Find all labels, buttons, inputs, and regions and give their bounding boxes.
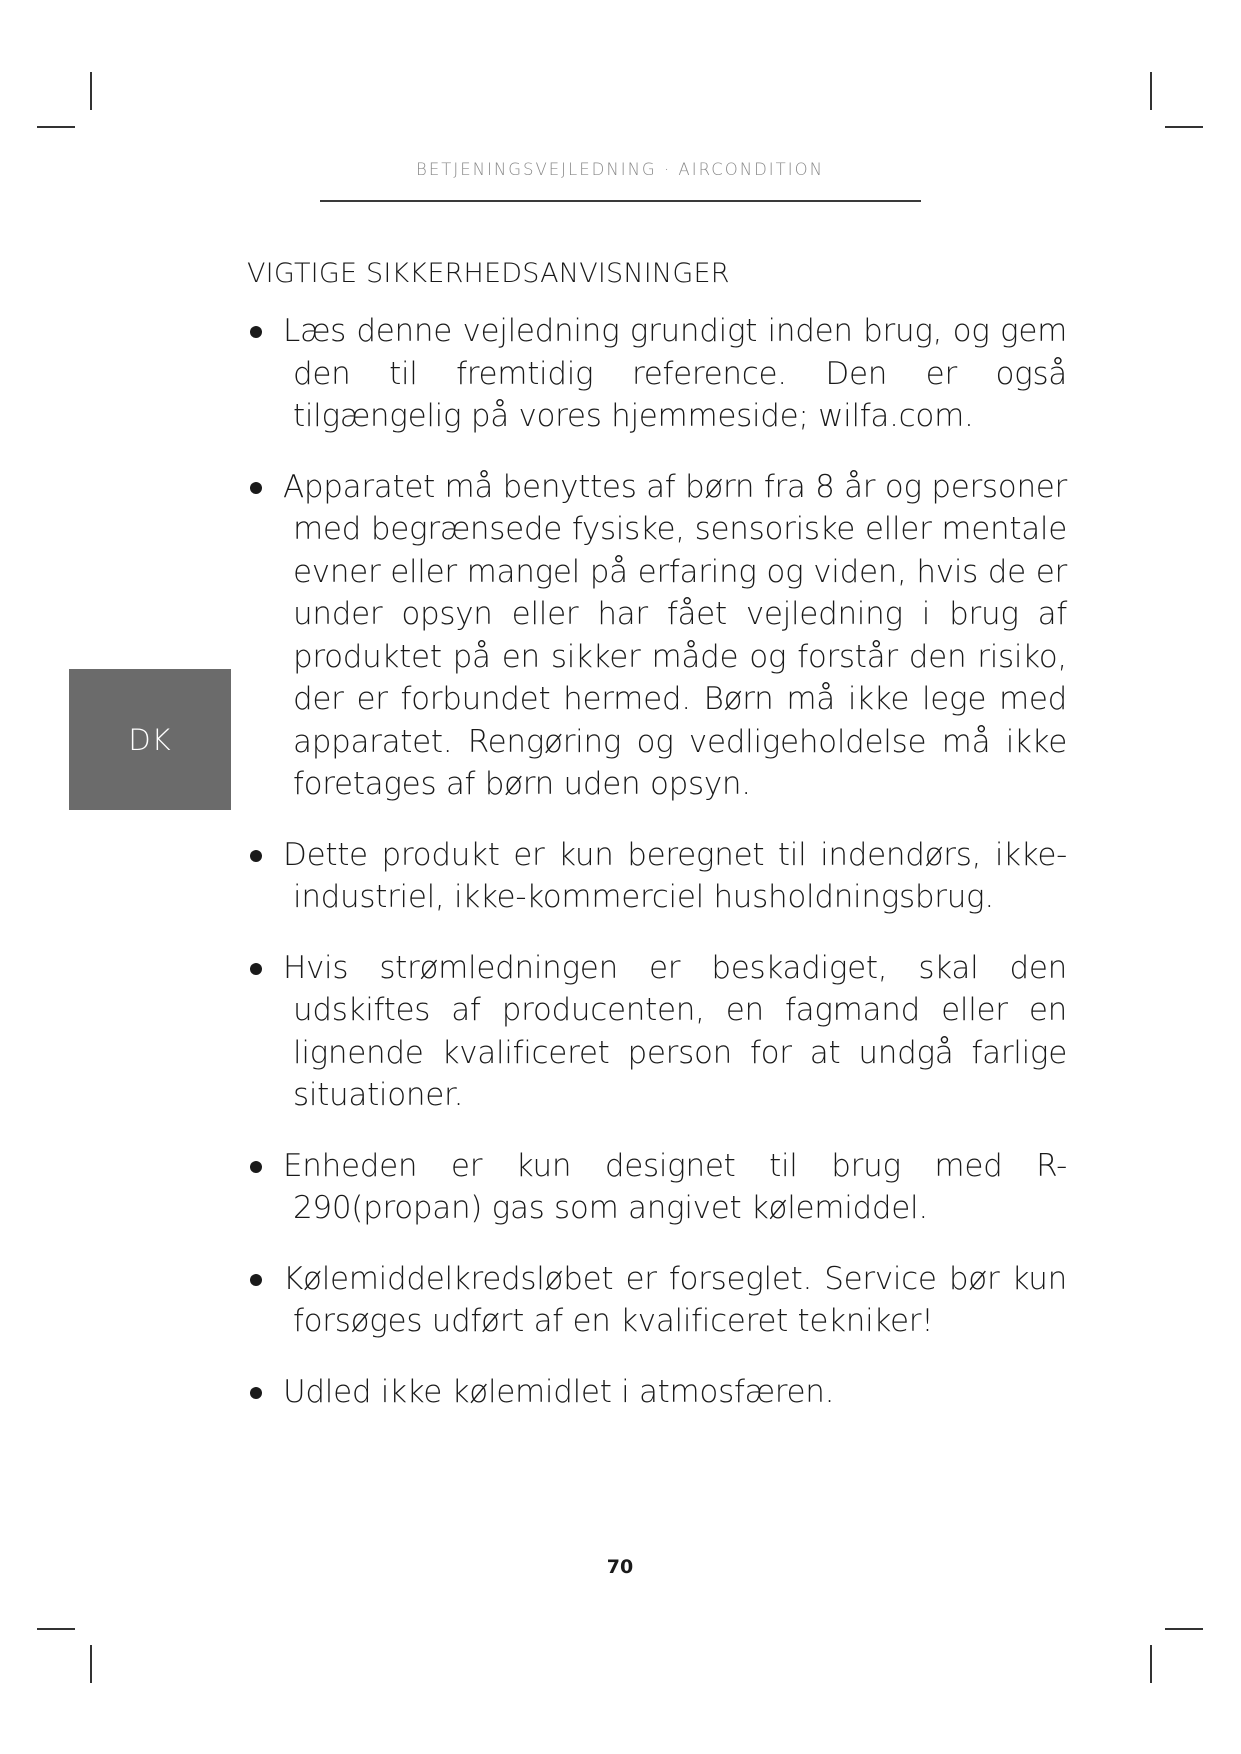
running-header: BETJENINGSVEJLEDNING · AIRCONDITION — [416, 160, 824, 179]
safety-instructions-list — [247, 310, 1067, 1413]
list-item-text: Apparatet må benyttes af børn fra 8 år og personer med begrænsede fysiske, sensoriske eller mentale evner eller mangel på erfaring og viden, hvis de er under opsyn eller har fået vejledning i brug af produktet på en sikker måde og forstår den risiko, der er forbundet hermed. Børn må ikke lege med apparatet. Rengøring og vedligeholdelse må ikke foretages af børn uden opsyn. — [283, 468, 1068, 802]
bullet-icon — [250, 326, 262, 338]
crop-mark-top-right-horizontal — [1165, 126, 1203, 128]
header-divider — [320, 200, 921, 202]
list-item — [247, 310, 1067, 438]
section-title: VIGTIGE SIKKERHEDSANVISNINGER — [247, 258, 730, 289]
crop-mark-top-left-vertical — [90, 72, 92, 110]
crop-mark-bottom-left-vertical — [90, 1645, 92, 1683]
language-tab — [69, 669, 231, 810]
list-item — [247, 466, 1067, 806]
list-item-text: Kølemiddelkredsløbet er forseglet. Service bør kun forsøges udført af en kvalificeret tekniker! — [283, 1260, 1067, 1339]
bullet-icon — [250, 1387, 262, 1399]
list-item — [247, 947, 1067, 1117]
list-item-text: Enheden er kun designet til brug med R-290(propan) gas som angivet kølemiddel. — [283, 1147, 1067, 1226]
bullet-icon — [250, 1161, 262, 1173]
list-item — [247, 1371, 1067, 1414]
list-item-text: Dette produkt er kun beregnet til indendørs, ikke-industriel, ikke-kommerciel husholdningsbrug. — [283, 836, 1067, 915]
bullet-icon — [250, 963, 262, 975]
list-item-text: Udled ikke kølemidlet i atmosfæren. — [283, 1373, 835, 1410]
list-item-text: Læs denne vejledning grundigt inden brug, og gem den til fremtidig reference. Den er også tilgængelig på vores hjemmeside; wilfa.com. — [283, 313, 1067, 434]
bullet-icon — [250, 1274, 262, 1286]
crop-mark-bottom-right-vertical — [1150, 1645, 1152, 1683]
crop-mark-top-left-horizontal — [37, 126, 75, 128]
page-number: 70 — [606, 1556, 634, 1578]
language-tab-label: DK — [128, 722, 172, 757]
list-item — [247, 1258, 1067, 1343]
list-item-text: Hvis strømledningen er beskadiget, skal den udskiftes af producenten, en fagmand eller en lignende kvalificeret person for at undgå farlige situationer. — [283, 949, 1067, 1113]
crop-mark-bottom-left-horizontal — [37, 1628, 75, 1630]
crop-mark-top-right-vertical — [1150, 72, 1152, 110]
list-item — [247, 1145, 1067, 1230]
bullet-icon — [250, 850, 262, 862]
crop-mark-bottom-right-horizontal — [1165, 1628, 1203, 1630]
list-item — [247, 834, 1067, 919]
bullet-icon — [250, 482, 262, 494]
